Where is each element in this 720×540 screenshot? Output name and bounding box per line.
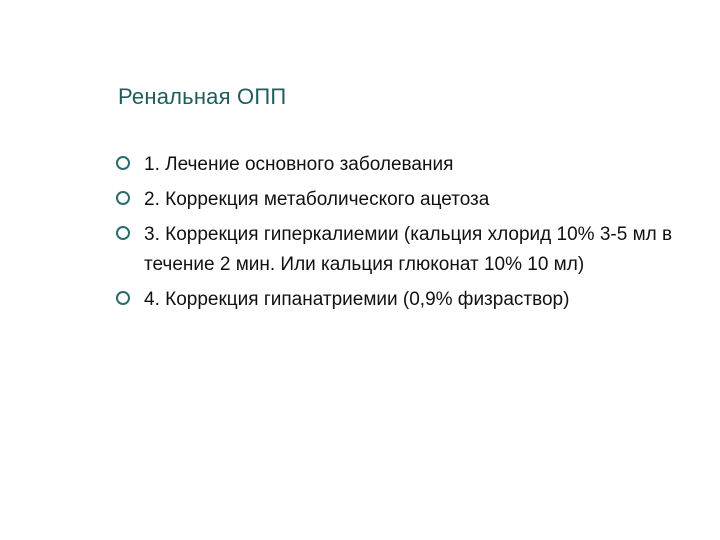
- list-item: [114, 220, 674, 280]
- list-item-text: 3. Коррекция гиперкалиемии (кальция хлорид 10% 3-5 мл в течение 2 мин. Или кальция глюконат 10% 10 мл): [144, 224, 673, 275]
- circle-bullet-icon: [116, 291, 130, 305]
- list-item-text: 4. Коррекция гипанатриемии (0,9% физраствор): [144, 289, 570, 310]
- circle-bullet-icon: [116, 191, 130, 205]
- circle-bullet-icon: [116, 226, 130, 240]
- circle-bullet-icon: [116, 156, 130, 170]
- list-item: [114, 185, 674, 215]
- list-item-text: 2. Коррекция метаболического ацетоза: [144, 189, 490, 210]
- list-item: [114, 150, 674, 180]
- list-item: [114, 285, 674, 315]
- slide-title: Ренальная ОПП: [118, 84, 287, 109]
- list-item-text: 1. Лечение основного заболевания: [144, 154, 454, 175]
- bullet-list: [114, 150, 674, 320]
